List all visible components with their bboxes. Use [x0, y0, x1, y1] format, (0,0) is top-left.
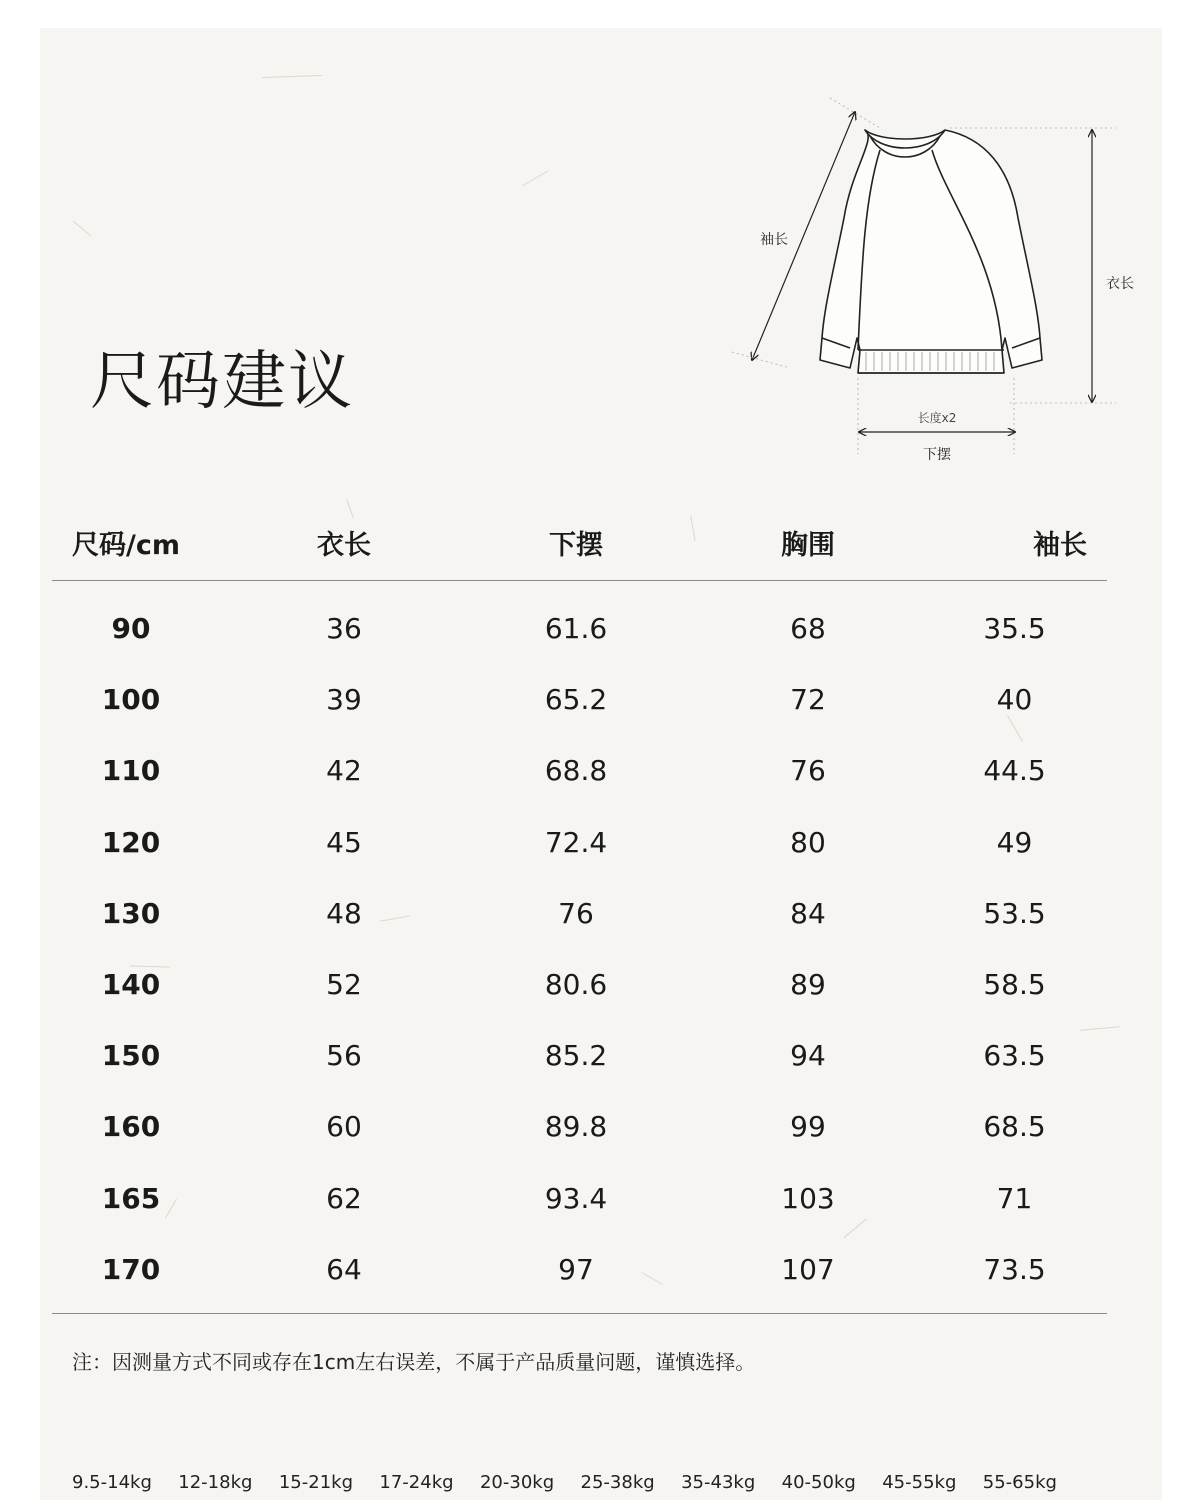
- header-chest: 胸围: [674, 505, 942, 581]
- weight-range: 55-65kg: [982, 1472, 1057, 1493]
- sleeve-cell: 73.5: [942, 1234, 1107, 1314]
- table-row: [52, 807, 1107, 878]
- sleeve-cell: 40: [996, 683, 1033, 717]
- table-row: [52, 735, 1107, 806]
- size-cell: 140: [101, 968, 161, 1002]
- sweatshirt-icon: [820, 130, 1042, 373]
- sleeve-cell: 53.5: [983, 896, 1046, 930]
- size-cell: 165: [101, 1181, 161, 1215]
- length-cell: 48: [326, 896, 362, 930]
- sweatshirt-diagram: [680, 98, 1134, 478]
- chest-cell: 68: [790, 612, 826, 646]
- sleeve-cell: 44.5: [983, 754, 1046, 788]
- chest-cell: 94: [790, 1039, 826, 1073]
- chest-cell: 76: [790, 754, 826, 788]
- table-row: [52, 1020, 1107, 1091]
- table-row: [52, 878, 1107, 949]
- header-length: 衣长: [210, 505, 478, 581]
- chest-cell: 107: [674, 1234, 942, 1314]
- hem-cell: 89.8: [544, 1110, 608, 1144]
- length-cell: 60: [326, 1110, 362, 1144]
- length-cell: 62: [326, 1181, 362, 1215]
- header-hem: 下摆: [478, 505, 674, 581]
- size-cell: 120: [101, 825, 161, 859]
- hem-cell: 85.2: [544, 1039, 608, 1073]
- weight-range: 15-21kg: [278, 1472, 353, 1493]
- chest-cell: 99: [790, 1110, 826, 1144]
- weight-range: 12-18kg: [178, 1472, 253, 1493]
- weight-range: 9.5-14kg: [72, 1472, 152, 1493]
- weight-range-row: [72, 1472, 1057, 1493]
- hem-label: 下摆: [923, 447, 951, 463]
- sweatshirt-svg: [680, 98, 1134, 478]
- table-row: [52, 664, 1107, 735]
- hem-cell: 93.4: [544, 1181, 608, 1215]
- size-cell: 100: [101, 683, 161, 717]
- table-row: [52, 1163, 1107, 1234]
- length-cell: 42: [326, 754, 362, 788]
- length-cell: 52: [326, 968, 362, 1002]
- chest-cell: 89: [790, 968, 826, 1002]
- size-table: [52, 505, 1107, 1314]
- table-row: [52, 1234, 1107, 1314]
- hem-cell: 80.6: [544, 968, 608, 1002]
- header-sleeve: 袖长: [942, 505, 1107, 581]
- chest-cell: 80: [790, 825, 826, 859]
- weight-range: 35-43kg: [681, 1472, 756, 1493]
- hem-cell: 68.8: [544, 754, 608, 788]
- sleeve-cell: 68.5: [983, 1110, 1046, 1144]
- sleeve-cell: 49: [996, 825, 1033, 859]
- hem-cell: 61.6: [544, 612, 608, 646]
- sleeve-cell: 35.5: [983, 612, 1046, 646]
- length-cell: 56: [326, 1039, 362, 1073]
- hem-cell: 76: [558, 896, 594, 930]
- length-cell: 39: [326, 683, 362, 717]
- weight-range: 17-24kg: [379, 1472, 454, 1493]
- size-cell: 170: [52, 1234, 210, 1314]
- length-cell: 64: [210, 1234, 478, 1314]
- chest-cell: 103: [781, 1181, 835, 1215]
- size-cell: 150: [101, 1039, 161, 1073]
- body-length-label: 衣长: [1106, 276, 1134, 292]
- size-cell: 110: [101, 754, 161, 788]
- page-title: 尺码建议: [90, 345, 354, 419]
- sleeve-cell: 63.5: [983, 1039, 1046, 1073]
- hem-cell: 72.4: [544, 825, 608, 859]
- sleeve-cell: 58.5: [983, 968, 1046, 1002]
- table-header-row: [52, 505, 1107, 581]
- weight-range: 20-30kg: [479, 1472, 555, 1493]
- sleeve-length-label: 袖长: [760, 232, 788, 248]
- sleeve-cell: 71: [996, 1181, 1033, 1215]
- hem-cell: 97: [478, 1234, 674, 1314]
- length-cell: 36: [326, 612, 362, 646]
- size-cell: 130: [101, 896, 161, 930]
- size-cell: 160: [101, 1110, 161, 1144]
- weight-range: 25-38kg: [580, 1472, 655, 1493]
- size-cell: 90: [111, 612, 151, 646]
- weight-range: 40-50kg: [781, 1472, 856, 1493]
- chest-cell: 84: [790, 896, 826, 930]
- paper-fiber: [262, 75, 322, 78]
- table-row: [52, 581, 1107, 665]
- table-row: [52, 949, 1107, 1020]
- chest-cell: 72: [790, 683, 826, 717]
- paper-fiber: [522, 171, 548, 187]
- hem-note-label: 长度x2: [917, 411, 957, 425]
- hem-cell: 65.2: [544, 683, 608, 717]
- header-size: 尺码/cm: [52, 505, 210, 581]
- measurement-note: 注：因测量方式不同或存在1cm左右误差，不属于产品质量问题，谨慎选择。: [72, 1350, 756, 1374]
- table-row: [52, 1091, 1107, 1162]
- weight-range: 45-55kg: [882, 1472, 957, 1493]
- length-cell: 45: [326, 825, 362, 859]
- paper-fiber: [72, 220, 91, 236]
